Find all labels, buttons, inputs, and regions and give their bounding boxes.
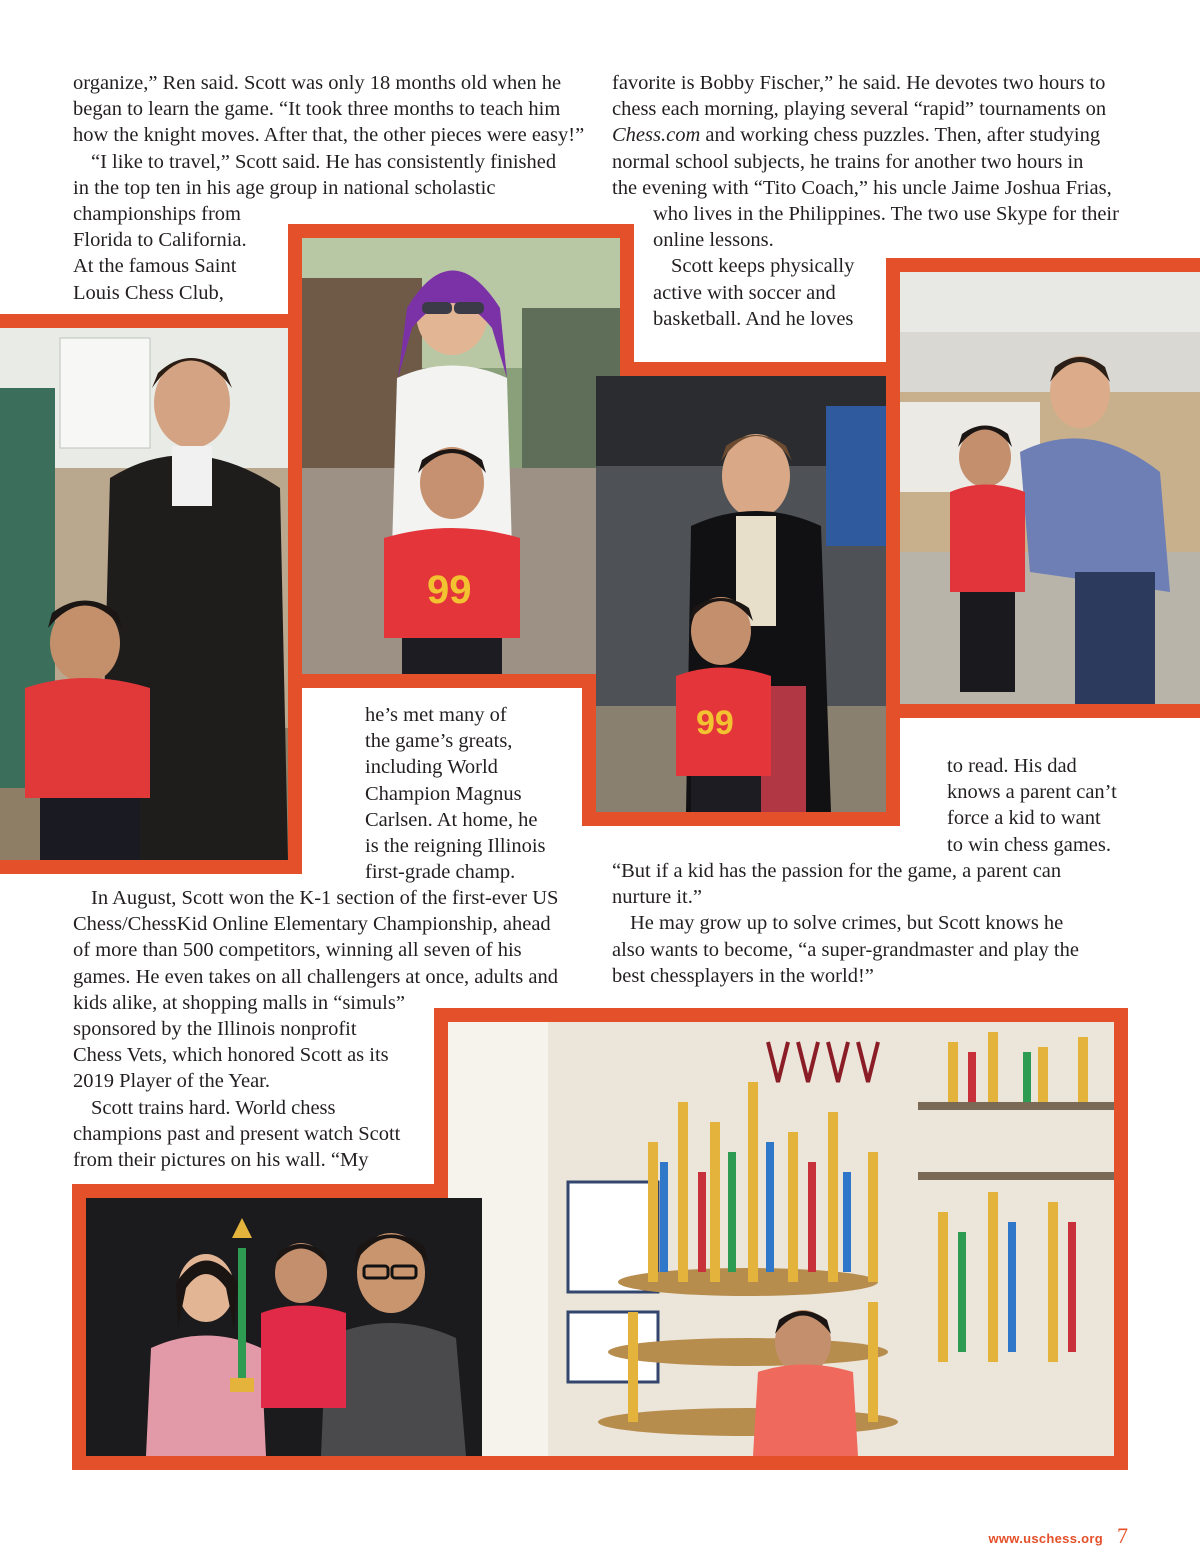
text-line: from their pictures on his wall. “My bbox=[73, 1149, 369, 1172]
page-footer bbox=[988, 1523, 1128, 1549]
text-line: games. He even takes on all challengers at once, adults and bbox=[73, 965, 558, 988]
text-line: “I like to travel,” Scott said. He has consistently finished bbox=[91, 150, 557, 173]
text-line: to win chess games. bbox=[947, 833, 1111, 856]
text-line: Carlsen. At home, he bbox=[365, 808, 538, 831]
text-line: best chessplayers in the world!” bbox=[612, 964, 874, 987]
svg-text:99: 99 bbox=[427, 568, 472, 612]
text-line: knows a parent can’t bbox=[947, 781, 1117, 804]
text-line: normal school subjects, he trains for another two hours in bbox=[612, 150, 1084, 173]
col1-bottom-text bbox=[73, 885, 558, 1173]
text-line: the game’s greats, bbox=[365, 730, 513, 753]
text-line: Florida to California. bbox=[73, 229, 247, 252]
text-line: chess each morning, playing several “rapid” tournaments on bbox=[612, 98, 1107, 121]
col1-top-text bbox=[73, 70, 584, 306]
text-line: Scott keeps physically bbox=[671, 255, 855, 278]
text-line: active with soccer and bbox=[653, 281, 836, 304]
page-number: 7 bbox=[1117, 1523, 1128, 1548]
text-line: organize,” Ren said. Scott was only 18 months old when he bbox=[73, 72, 562, 94]
text-line: nurture it.” bbox=[612, 886, 702, 909]
svg-text:99: 99 bbox=[696, 704, 734, 742]
text-line: of more than 500 competitors, winning all seven of his bbox=[73, 939, 522, 962]
text-line: began to learn the game. “It took three months to teach him bbox=[73, 98, 561, 121]
text-line: kids alike, at shopping malls in “simuls” bbox=[73, 991, 405, 1014]
col2-top-text bbox=[612, 70, 1112, 201]
col2-right-text bbox=[947, 753, 1117, 858]
text-line: Scott trains hard. World chess bbox=[91, 1096, 336, 1119]
text-line: “But if a kid has the passion for the game, a parent can bbox=[612, 860, 1062, 882]
text-line: including World bbox=[365, 756, 498, 779]
photo-scott-with-grandmaster-2 bbox=[596, 376, 886, 812]
photo-scott-with-grandmaster-1 bbox=[0, 328, 288, 860]
text-fragment: and working chess puzzles. Then, after studying bbox=[700, 124, 1101, 147]
text-line: basketball. And he loves bbox=[653, 307, 854, 330]
text-line: in the top ten in his age group in national scholastic bbox=[73, 176, 496, 199]
col1-mid-text bbox=[365, 702, 546, 885]
text-line: He may grow up to solve crimes, but Scott knows he bbox=[630, 912, 1064, 935]
text-line: the evening with “Tito Coach,” his uncle Jaime Joshua Frias, bbox=[612, 176, 1112, 199]
text-line: 2019 Player of the Year. bbox=[73, 1070, 271, 1093]
text-line: Champion Magnus bbox=[365, 782, 522, 805]
text-line: Louis Chess Club, bbox=[73, 281, 224, 304]
text-line: first-grade champ. bbox=[365, 861, 516, 884]
text-line: Chess/ChessKid Online Elementary Championship, ahead bbox=[73, 913, 551, 936]
text-line: he’s met many of bbox=[365, 704, 507, 726]
text-line: how the knight moves. After that, the other pieces were easy!” bbox=[73, 124, 585, 147]
text-line: At the famous Saint bbox=[73, 255, 237, 278]
text-line bbox=[612, 122, 1112, 148]
col2-indented-text bbox=[653, 201, 1119, 332]
photo-scott-with-family bbox=[86, 1198, 482, 1456]
text-line: favorite is Bobby Fischer,” he said. He devotes two hours to bbox=[612, 72, 1106, 94]
text-line: In August, Scott won the K-1 section of the first-ever US bbox=[91, 887, 559, 909]
text-line: is the reigning Illinois bbox=[365, 835, 546, 858]
website-url[interactable]: www.uschess.org bbox=[988, 1531, 1103, 1546]
photo-scott-at-simul bbox=[900, 272, 1200, 704]
text-line: to read. His dad bbox=[947, 755, 1077, 777]
italic-text: Chess.com bbox=[612, 124, 701, 147]
text-line: online lessons. bbox=[653, 229, 774, 252]
col2-bottom-text bbox=[612, 858, 1079, 989]
text-line: force a kid to want bbox=[947, 807, 1101, 830]
text-line: who lives in the Philippines. The two use Skype for their bbox=[653, 203, 1119, 225]
text-line: sponsored by the Illinois nonprofit bbox=[73, 1018, 357, 1041]
text-line: champions past and present watch Scott bbox=[73, 1122, 401, 1145]
text-line: championships from bbox=[73, 203, 241, 226]
text-line: Chess Vets, which honored Scott as its bbox=[73, 1044, 389, 1067]
text-line: also wants to become, “a super-grandmaster and play the bbox=[612, 938, 1079, 961]
